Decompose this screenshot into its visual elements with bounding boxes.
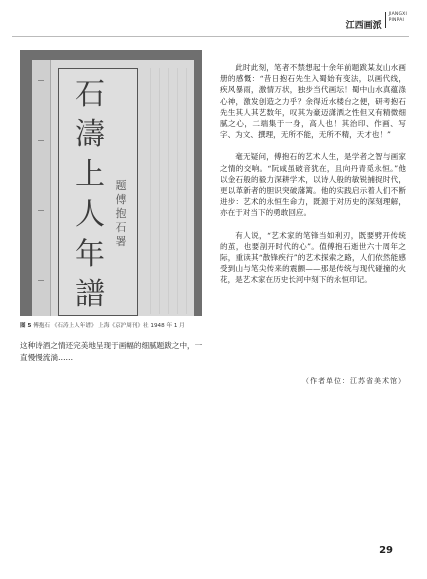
subtitle-char: 题 [115,179,127,192]
book-subtitle [113,179,129,249]
title-char: 濤 [75,117,105,152]
title-char: 譜 [75,277,105,312]
title-char: 石 [75,77,105,112]
binding-stitch [38,80,44,81]
right-column [220,62,406,286]
title-char: 上 [75,157,105,192]
magazine-subtitle-line1: JIANGXI [388,12,407,17]
left-paragraph: 这种诗酒之情还完美地呈现于画幅的细腻题跋之中，一直慢慢流淌…… [20,341,203,362]
header-rule [12,36,409,37]
subtitle-char: 署 [115,235,127,248]
book-binding [32,60,51,316]
binding-stitch [38,210,44,211]
figure-caption [20,322,210,330]
subtitle-char: 抱 [115,207,127,220]
paragraph: 毫无疑问，傅抱石的艺术人生，是学者之智与画家之情的交响。“阮咸虽破音犹在，且向丹青觅永恒。”他以金石般的毅力深耕学术，以诗人般的敏锐捕捉时代，更以革新者的胆识突破藩篱。他的实践启示着人们不断进步：艺术的永恒生命力，既源于对历史的深刻理解，亦在于对当下的勇敢回应。 [220,152,406,218]
title-char: 年 [75,237,105,272]
magazine-subtitle [389,12,407,24]
magazine-title: 江西画派 [345,21,382,31]
title-char: 人 [75,197,105,232]
subtitle-char: 傅 [115,193,127,206]
magazine-header [346,12,407,32]
binding-stitch [38,140,44,141]
book-cover-photo [20,50,202,316]
book-title-label [58,68,138,316]
book-pattern [142,68,192,314]
caption-label: 图 5 [20,323,32,329]
paragraph: 有人说，“艺术家的笔锋当如利刃，既要劈开传统的茧，也要剖开时代的心”。值傅抱石逝世六十周年之际，重读其“散锋疾行”的艺术探索之路，人们依然能感受到山与笔尖传来的震颤——那是传统与现代碰撞的火花，是艺术家在历史长河中刻下的永恒印记。 [220,230,406,285]
caption-text: 傅抱石 《石涛上人年谱》 上海《京沪周刊》社 1948 年 1 月 [33,323,185,329]
book-cover [32,60,194,316]
header-divider [385,12,386,28]
binding-stitch [38,280,44,281]
subtitle-char: 石 [115,221,127,234]
author-affiliation: （作者单位：江苏省美术馆） [302,377,406,385]
paragraph: 此时此刻，笔者不禁想起十余年前题跋某友山水画册的感慨：“昔日抱石先生入蜀始有变法，以画代线，疾风暴雨，激情万状，独步当代画坛！蜀中山水真蕴涤心神，激发创造之力乎？余得近水楼台之便，研考抱石先生其人其艺数年，叹其为豪迈潇洒之性但又有精微细腻之心，二端集于一身，高人也！其治印、作画、写字、为文、撰理，无所不能，无所不精，天才也！” [220,63,406,140]
page-number: 29 [379,545,393,556]
magazine-subtitle-line2: PINPAI [388,18,405,23]
book-title [67,75,113,315]
